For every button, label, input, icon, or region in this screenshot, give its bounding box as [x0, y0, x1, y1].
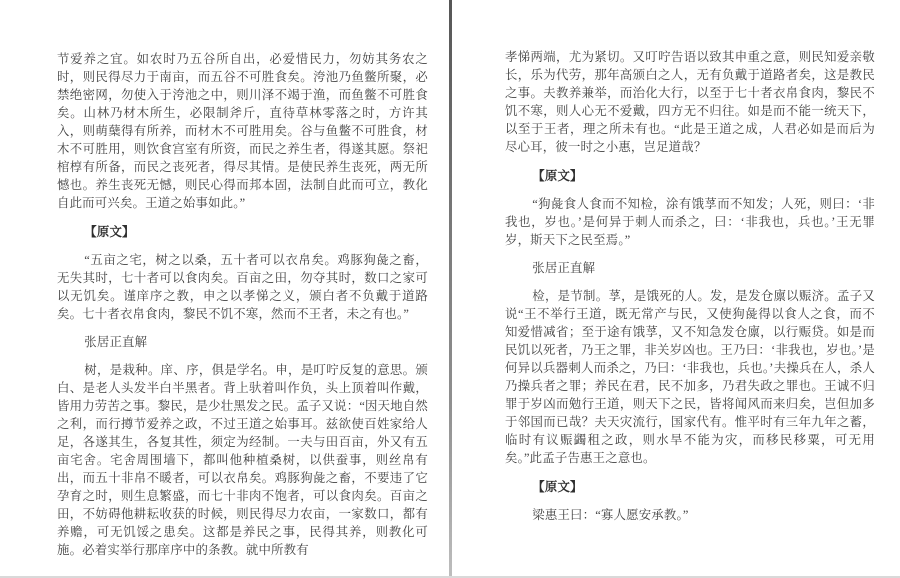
original-text-heading: 【原文】: [532, 480, 583, 494]
right-page: [452, 0, 900, 576]
commentary-paragraph: 树，是栽种。庠、序，俱是学名。申，是叮咛反复的意思。颁白、是老人头发半白半黑者。背上驮着叫作负，头上顶着叫作戴，皆用力劳苦之事。黎民，是少壮黑发之民。孟子又说：“因天地自然之利，而行撙节爱养之政，不过王道之始事耳。兹欲使百姓家给人足，各遂其生，各复其性，须定为经制。一夫与田百亩，外又有五亩宅舍。宅舍周围墙下，都叫他种植桑树，以供蚕事，则丝帛有出，而五十非帛不暖者，可以衣帛矣。鸡豚狗彘之畜，不要违了它孕育之时，则生息繁盛，而七十非肉不饱者，可以食肉矣。百亩之田，不妨碍他耕耘收获的时候，则民得尽力农亩，一家数口，都有养赡，可无饥馁之患矣。这都是养民之事，民得其养，则教化可施。必着实举行那庠序中的条教。就中所教有: [57, 363, 428, 557]
commentary-paragraph: 检，是节制。莩，是饿死的人。发，是发仓廪以赈济。孟子又说“王不举行王道，既无常产与民，又使狗彘得以食人之食，而不知爱惜减省；至于途有饿莩，又不知急发仓廪，以行赈贷。如是而民饥以死者，乃王之罪，非关岁凶也。王乃曰：‘非我也，岁也。’是何异以兵器刺人而杀之，乃曰：‘非我也，兵也。’夫操兵在人，杀人乃操兵者之罪；养民在君，民不加多，乃君失政之罪也。王诚不归罪于岁凶而勉行王道，则天下之民，皆将闻风而来归矣，岂但加多于邻国而已哉？夫天灾流行，国家代有。惟平时有三年九年之蓄，临时有议赈蠲租之政，则水旱不能为灾，而移民移粟，可无用矣。”此孟子告惠王之意也。: [505, 289, 875, 465]
continuation-paragraph: 节爱养之宜。如农时乃五谷所自出，必爱惜民力，勿妨其务农之时，则民得尽力于南亩，而五谷不可胜食矣。洿池乃鱼鳖所聚，必禁绝密网，勿使入于洿池之中，则川泽不竭于渔，而鱼鳖不可胜食矣。山林乃材木所生，必限制斧斤，直待草林零落之时，方许其入，则萌蘖得有所养，而材木不可胜用矣。谷与鱼鳖不可胜食，材木不可胜用，则饮食宫室有所资，而民之养生者，得遂其愿。祭祀棺椁有所备，而民之丧死者，得尽其情。是使民养生丧死，两无所憾也。养生丧死无憾，则民心得而邦本固，法制自此而可立，教化自此而可兴矣。王道之始事如此。”: [57, 52, 428, 210]
original-text-heading: 【原文】: [532, 169, 583, 183]
quoted-passage: “五亩之宅，树之以桑，五十者可以衣帛矣。鸡豚狗彘之畜，无失其时，七十者可以食肉矣。百亩之田，勿夺其时，数口之家可以无饥矣。谨庠序之教，申之以孝悌之义，颁白者不负戴于道路矣。七十者衣帛食肉，黎民不饥不寒，然而不王者，未之有也。”: [57, 253, 428, 321]
left-page: [0, 0, 449, 576]
commentary-heading: 张居正直解: [532, 261, 596, 275]
original-text-heading: 【原文】: [84, 225, 135, 239]
continuation-paragraph: 孝悌两端，尤为紧切。又叮咛告语以致其申重之意，则民知爱亲敬长，乐为代劳，那年高颁白之人，无有负戴于道路者矣，这是教民之事。夫教养兼举，而治化大行，以至于七十者衣帛食肉，黎民不饥不寒，则人心无不爱戴，四方无不归往。如是而不能一统天下，以至于王者，理之所未有也。“此是王道之成，人君必如是而后为尽心耳，彼一时之小惠，岂足道哉？: [505, 50, 875, 154]
commentary-heading: 张居正直解: [84, 335, 148, 349]
quoted-passage: “狗彘食人食而不知检，涂有饿莩而不知发；人死，则曰：‘非我也，岁也。’是何异于刺人而杀之，曰：‘非我也，兵也。’王无罪岁，斯天下之民至焉。”: [505, 197, 875, 247]
closing-passage: 梁惠王曰：“寡人愿安承教。”: [532, 508, 689, 522]
